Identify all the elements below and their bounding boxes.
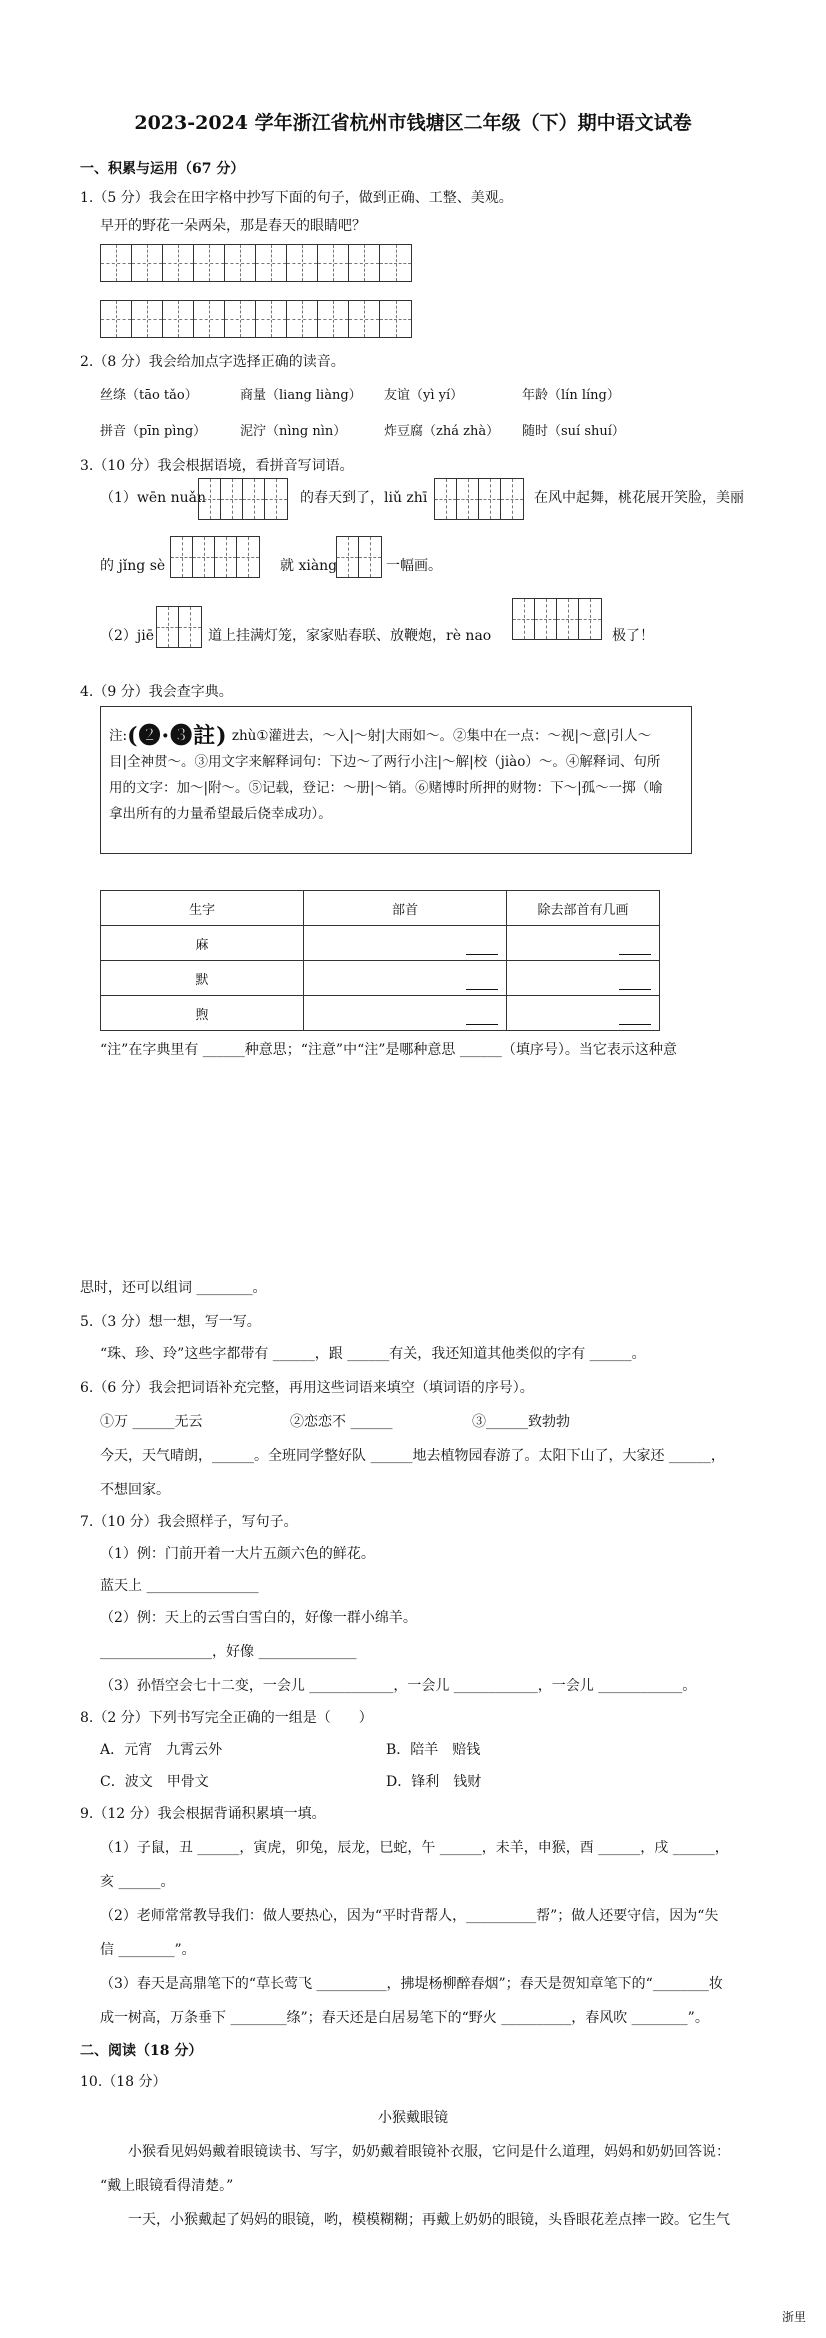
q2-stem: 2.（8 分）我会给加点字选择正确的读音。 [80,354,345,370]
q9-line-2[interactable]: （2）老师常常教导我们：做人要热心，因为“平时背帮人，__________帮”；做人还要守信，因为“失 [100,1908,719,1924]
q9-stem: 9.（12 分）我会根据背诵积累填一填。 [80,1806,326,1822]
tian-grid-row-2[interactable] [100,300,412,338]
table-header: 生字 [101,891,304,926]
q6-word-2: ②恋恋不 ______ [290,1414,393,1430]
q9-line-2b[interactable]: 信 ________”。 [100,1942,196,1958]
q3-line1-c: 在风中起舞，桃花展开笑脸，美丽 [534,490,744,506]
q7-answer-1[interactable]: 蓝天上 ________________ [100,1578,259,1594]
dict-line-1: zhù①灌进去，～入|～射|大雨如～。②集中在一点：～视|～意|引人～ [231,728,652,744]
q1-sentence: 早开的野花一朵两朵，那是春天的眼睛吧？ [100,218,366,234]
q2-item: 炸豆腐（zhá zhà） [384,424,500,439]
q4-ask-2: 思时，还可以组词 ________。 [80,1280,267,1296]
q6-para-1: 今天，天气晴朗，______。全班同学整好队 ______地去植物园春游了。太阳下山了，大家还 ______， [100,1448,725,1464]
story-paragraph-2: 一天，小猴戴起了妈妈的眼镜，哟，模模糊糊；再戴上奶奶的眼镜，头昏眼花差点摔一跤。它生气 [128,2212,730,2228]
q2-item: 随时（suí shuí） [522,424,625,439]
character-table [100,890,660,1031]
table-cell-char: 麻 [101,926,304,961]
q7-example-2: （2）例：天上的云雪白雪白的，好像一群小绵羊。 [100,1610,417,1626]
table-row [101,996,660,1031]
q8-option-a[interactable]: A．元宵 九霄云外 [100,1742,223,1758]
q6-word-3: ③______致勃勃 [472,1414,570,1430]
dict-line-3: 用的文字：加～|附～。⑤记载，登记：～册|～销。⑥赌博时所押的财物：下～|孤～一掷（喻 [109,780,663,796]
story-paragraph-1b: “戴上眼镜看得清楚。” [100,2178,234,2194]
q4-ask-1: “注”在字典里有 ______种意思；“注意”中“注”是哪种意思 ______（填序号）。当它表示这种意 [100,1042,677,1058]
q1-stem: 1.（5 分）我会在田字格中抄写下面的句子，做到正确、工整、美观。 [80,190,513,206]
table-header-row [101,891,660,926]
q3-line1-a: （1）wēn nuǎn [100,490,207,506]
section-heading-1: 一、积累与运用（67 分） [80,161,245,177]
q2-item: 拼音（pīn pìng） [100,424,207,439]
q3-line1-b: 的春天到了，liǔ zhī [300,490,428,506]
table-cell-radical[interactable] [304,926,507,961]
q6-para-2: 不想回家。 [100,1482,170,1498]
q5-stem: 5.（3 分）想一想，写一写。 [80,1314,261,1330]
dict-line-4: 拿出所有的力量希望最后侥幸成功）。 [109,806,332,822]
table-cell-strokes[interactable] [507,996,660,1031]
q3-line3-b: 道上挂满灯笼，家家贴春联、放鞭炮，rè nao [208,628,492,644]
q8-option-d[interactable]: D．锋利 钱财 [386,1774,482,1790]
q6-stem: 6.（6 分）我会把词语补充完整，再用这些词语来填空（填词语的序号）。 [80,1380,534,1396]
q10-stem: 10.（18 分） [80,2074,167,2090]
q3-line2-b: 就 xiàng [280,558,338,574]
q2-item: 年龄（lín líng） [522,388,620,403]
q7-stem: 7.（10 分）我会照样子，写句子。 [80,1514,298,1530]
tian-grid-row-1[interactable] [100,244,412,282]
dict-line-2: 目|全神贯～。③用文字来解释词句：下边～了两行小注|～解|校（jiào）～。④解释词、句所 [109,754,661,770]
q7-example-3[interactable]: （3）孙悟空会七十二变，一会儿 ____________，一会儿 ____________，一会儿 ____________。 [100,1678,697,1694]
dict-glyph: (❷·❸註) [127,723,228,749]
page-title: 2023-2024 学年浙江省杭州市钱塘区二年级（下）期中语文试卷 [134,112,692,134]
q2-item: 友谊（yì yí） [384,388,464,403]
table-row [101,926,660,961]
q3-line3-c: 极了！ [612,628,654,644]
table-cell-strokes[interactable] [507,961,660,996]
table-header: 部首 [304,891,507,926]
q2-item: 商量（liang liàng） [240,388,362,403]
q4-stem: 4.（9 分）我会查字典。 [80,684,233,700]
q3-line2-c: 一幅画。 [386,558,442,574]
q9-line-3b[interactable]: 成一树高，万条垂下 ________绦”；春天还是白居易笔下的“野火 __________，春风吹 ________”。 [100,2010,709,2026]
q9-line-1[interactable]: （1）子鼠，丑 ______，寅虎，卯兔，辰龙，巳蛇，午 ______，未羊，申猴，酉 ______，戌 ______， [100,1840,729,1856]
q7-example-1: （1）例：门前开着一大片五颜六色的鲜花。 [100,1546,375,1562]
q9-line-3[interactable]: （3）春天是高鼎笔下的“草长莺飞 __________，拂堤杨柳醉春烟”；春天是贺知章笔下的“________妆 [100,1976,723,1992]
table-cell-char: 煦 [101,996,304,1031]
pinyin-box-liuzhi[interactable] [434,478,524,520]
pinyin-box-jie[interactable] [156,606,202,648]
q7-answer-2[interactable]: ________________，好像 ______________ [100,1644,357,1660]
footer-mark: 浙里 [781,2310,806,2324]
q3-line2-a: 的 jǐng sè [100,558,166,574]
q2-item: 丝绦（tāo tǎo） [100,388,198,403]
q9-line-1b[interactable]: 亥 ______。 [100,1874,175,1890]
pinyin-box-xiang[interactable] [336,536,382,578]
table-cell-radical[interactable] [304,996,507,1031]
q3-line3-a: （2）jiē [100,628,155,644]
story-paragraph-1: 小猴看见妈妈戴着眼镜读书、写字，奶奶戴着眼镜补衣服，它问是什么道理，妈妈和奶奶回答说： [128,2144,730,2160]
q5-line: “珠、珍、玲”这些字都带有 ______，跟 ______有关，我还知道其他类似的字有 ______。 [100,1346,646,1362]
table-header: 除去部首有几画 [507,891,660,926]
q6-word-1: ①万 ______无云 [100,1414,203,1430]
table-cell-char: 默 [101,961,304,996]
table-cell-strokes[interactable] [507,926,660,961]
dict-head: 注: [109,728,128,744]
q8-option-c[interactable]: C．波文 甲骨文 [100,1774,209,1790]
q3-stem: 3.（10 分）我会根据语境，看拼音写词语。 [80,458,354,474]
q8-option-b[interactable]: B．陪羊 赔钱 [386,1742,481,1758]
section-heading-2: 二、阅读（18 分） [80,2043,203,2059]
table-cell-radical[interactable] [304,961,507,996]
pinyin-box-renao[interactable] [512,598,602,640]
story-title: 小猴戴眼镜 [378,2110,448,2126]
dictionary-entry-box [100,706,692,854]
table-row [101,961,660,996]
pinyin-box-wennuan[interactable] [198,478,288,520]
q2-item: 泥泞（nìng nìn） [240,424,347,439]
pinyin-box-jingse[interactable] [170,536,260,578]
q8-stem: 8.（2 分）下列书写完全正确的一组是（ ） [80,1710,373,1726]
